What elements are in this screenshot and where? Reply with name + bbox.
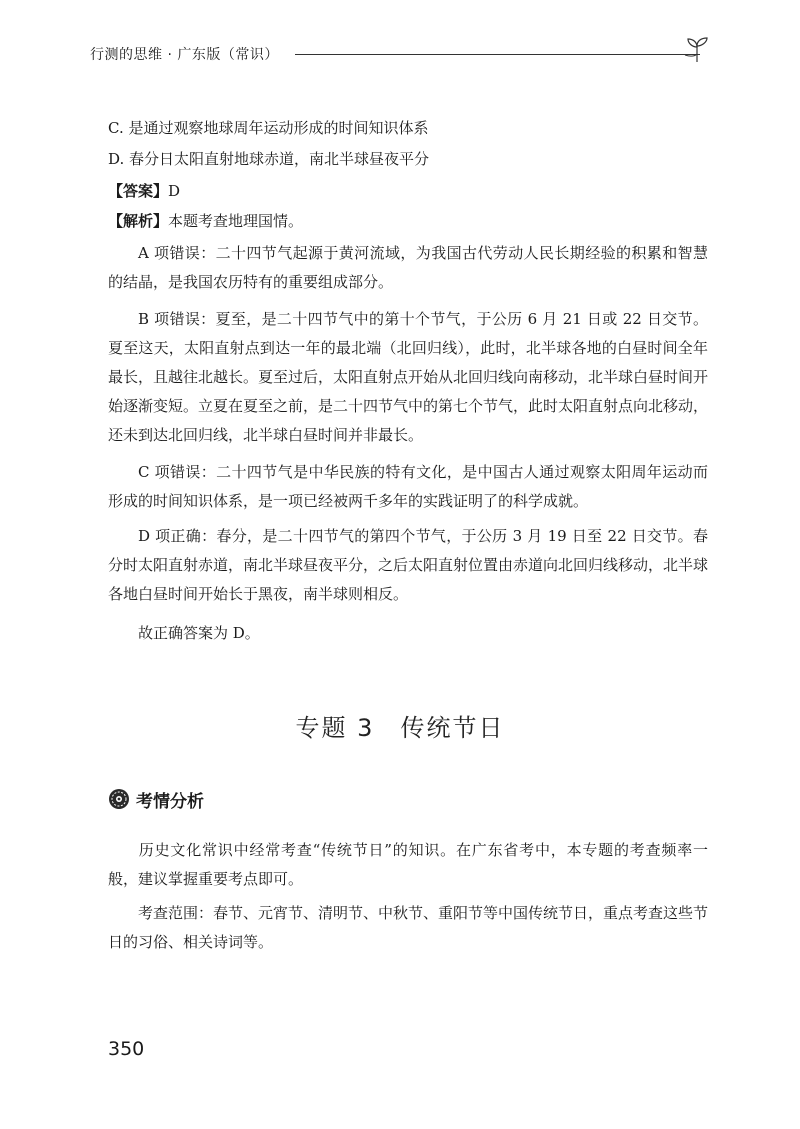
option-c: C. 是通过观察地球周年运动形成的时间知识体系 xyxy=(108,119,429,137)
answer-line xyxy=(108,180,180,202)
exam-analysis-heading xyxy=(108,786,204,812)
header-title: 行测的思维 · 广东版（常识） xyxy=(90,47,279,63)
running-header xyxy=(90,34,710,74)
header-rule xyxy=(295,54,700,55)
sprout-icon xyxy=(682,34,712,64)
option-d: D. 春分日太阳直射地球赤道，南北半球昼夜平分 xyxy=(108,150,430,168)
page-number: 350 xyxy=(108,1038,145,1060)
analysis-paragraph-a: A 项错误：二十四节气起源于黄河流域，为我国古代劳动人民长期经验的积累和智慧的结晶，是我国农历特有的重要组成部分。 xyxy=(108,244,708,291)
analysis-paragraph-c: C 项错误：二十四节气是中华民族的特有文化，是中国古人通过观察太阳周年运动而形成的时间知识体系，是一项已经被两千多年的实践证明了的科学成就。 xyxy=(108,463,708,510)
analysis-line xyxy=(108,210,303,232)
flower-badge-icon xyxy=(108,788,130,810)
analysis-conclusion: 故正确答案为 D。 xyxy=(138,624,260,642)
analysis-intro: 本题考查地理国情。 xyxy=(168,212,304,230)
answer-value: D xyxy=(168,182,181,200)
analysis-paragraph-b: B 项错误：夏至，是二十四节气中的第十个节气，于公历 6 月 21 日或 22 日交节。夏至这天，太阳直射点到达一年的最北端（北回归线），此时，北半球各地的白昼时间全年最长，且越往北越长。夏至过后，太阳直射点开始从北回归线向南移动，北半球白昼时间开始逐渐变短。立夏在夏至之前，是二十四节气中的第七个节气，此时太阳直射点向北移动，还未到达北回归线，北半球白昼时间并非最长。 xyxy=(108,310,709,444)
exam-analysis-paragraph-1: 历史文化常识中经常考查“传统节日”的知识。在广东省考中，本专题的考查频率一般，建议掌握重要考点即可。 xyxy=(108,841,708,888)
answer-label: 【答案】 xyxy=(108,182,169,200)
exam-analysis-paragraph-2: 考查范围：春节、元宵节、清明节、中秋节、重阳节等中国传统节日，重点考查这些节日的习俗、相关诗词等。 xyxy=(108,904,709,951)
section-title: 专题 3 传统节日 xyxy=(295,714,505,742)
analysis-label: 【解析】 xyxy=(108,212,169,230)
analysis-paragraph-d: D 项正确：春分，是二十四节气的第四个节气，于公历 3 月 19 日至 22 日交节。春分时太阳直射赤道，南北半球昼夜平分，之后太阳直射位置由赤道向北回归线移动，北半球各地白昼时间开始长于黑夜，南半球则相反。 xyxy=(108,527,709,603)
exam-analysis-title: 考情分析 xyxy=(136,791,204,812)
